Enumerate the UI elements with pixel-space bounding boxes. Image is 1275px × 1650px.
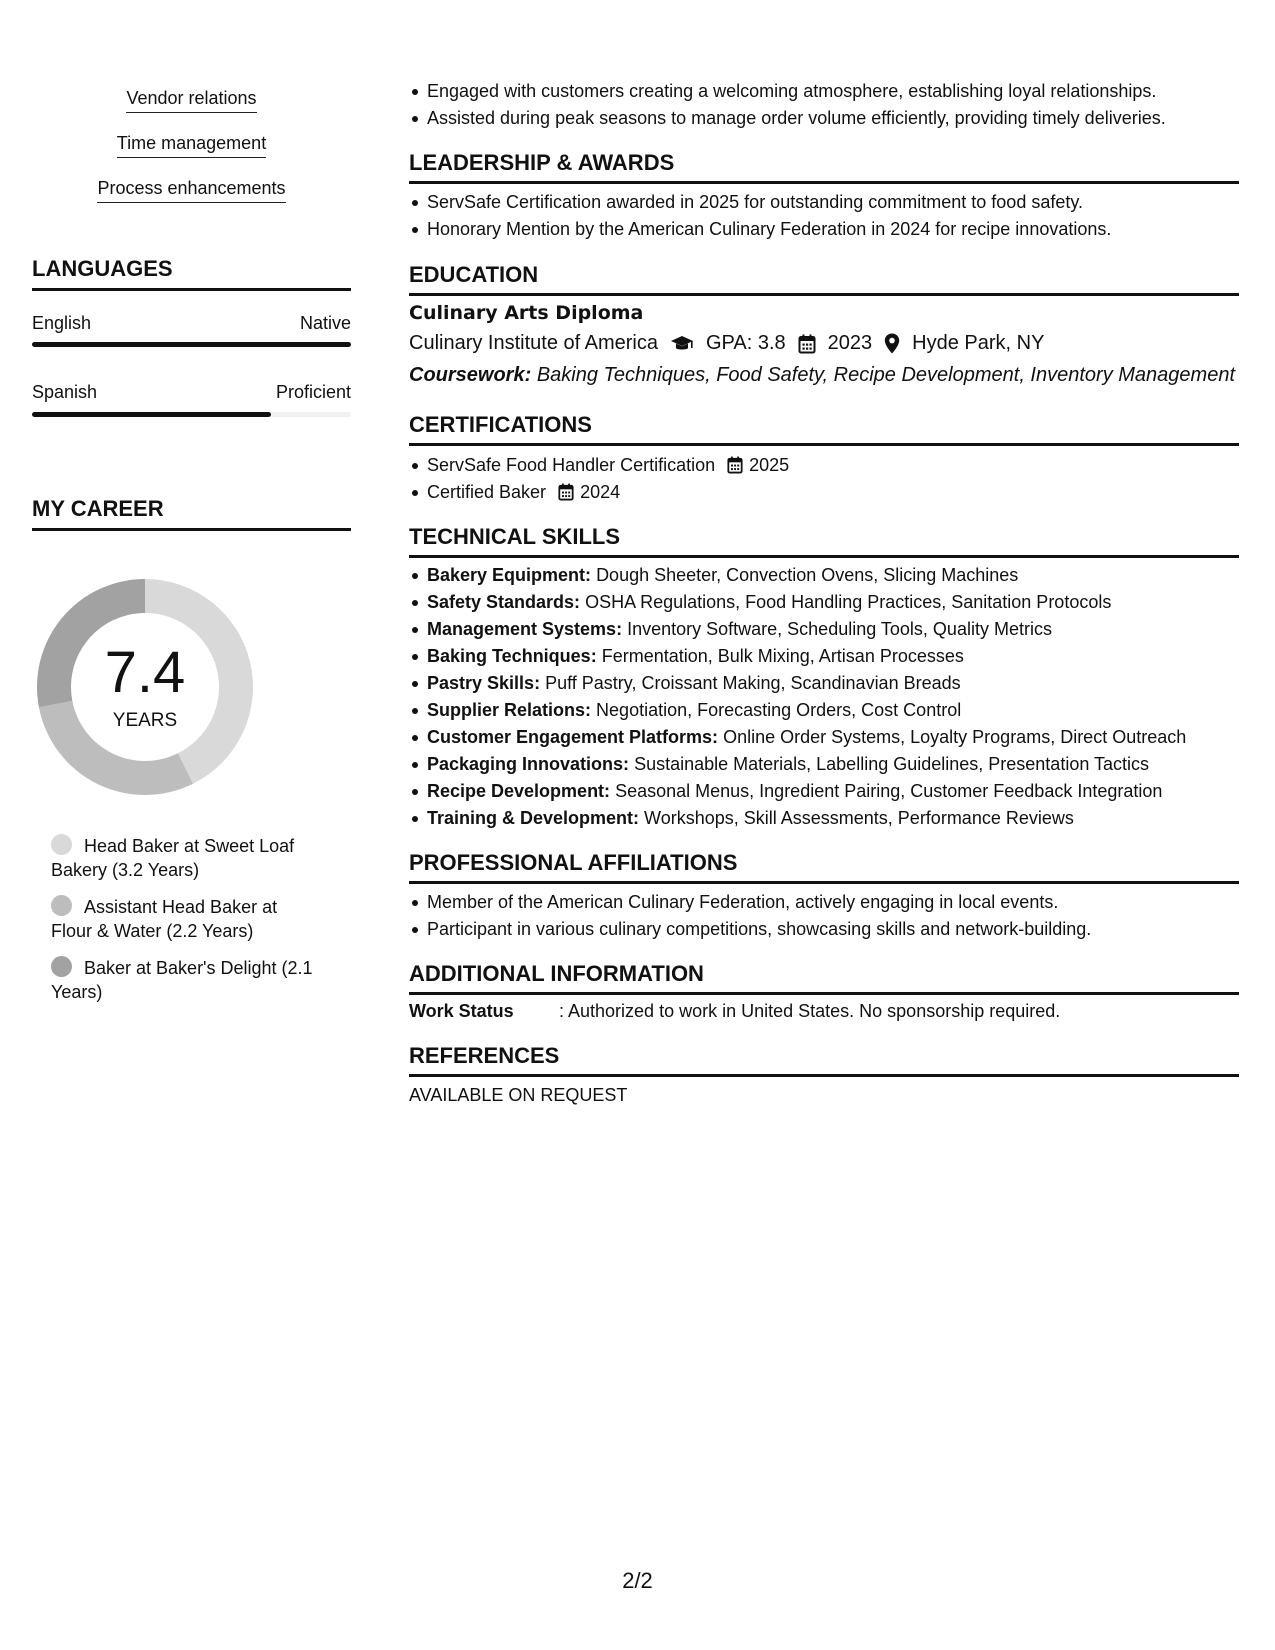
list-item: ServSafe Food Handler Certification 2025: [409, 452, 1239, 479]
education-details: [409, 332, 1044, 355]
skill-item: Vendor relations: [32, 88, 351, 113]
list-item: Pastry Skills: Puff Pastry, Croissant Making, Scandinavian Breads: [409, 670, 1239, 697]
languages-heading: LANGUAGES: [32, 256, 351, 291]
calendar-icon: [798, 334, 816, 354]
list-item: Safety Standards: OSHA Regulations, Food Handling Practices, Sanitation Protocols: [409, 589, 1239, 616]
graduation-year: 2023: [827, 332, 873, 354]
list-item: Certified Baker 2024: [409, 479, 1239, 506]
page-number: 2/2: [622, 1568, 653, 1593]
legend-dot: [51, 956, 72, 977]
experience-bullets: [409, 78, 1239, 132]
language-bar: [32, 412, 351, 417]
graduation-cap-icon: [670, 335, 694, 353]
list-item: Engaged with customers creating a welcoming atmosphere, establishing loyal relationships.: [409, 78, 1239, 105]
degree-title: Culinary Arts Diploma: [409, 302, 644, 324]
list-item: Member of the American Culinary Federation, actively engaging in local events.: [409, 889, 1239, 916]
legend-dot: [51, 834, 72, 855]
career-total-unit: YEARS: [112, 710, 178, 731]
coursework: Coursework: Baking Techniques, Food Safety, Recipe Development, Inventory Management: [409, 364, 1235, 386]
list-item: Supplier Relations: Negotiation, Forecasting Orders, Cost Control: [409, 697, 1239, 724]
technical-skills-heading: TECHNICAL SKILLS: [409, 524, 1239, 558]
work-status: Work Status : Authorized to work in United States. No sponsorship required.: [409, 1001, 1061, 1021]
technical-skills-list: [409, 562, 1239, 832]
school-location: Hyde Park, NY: [912, 332, 1045, 354]
school-name: Culinary Institute of America: [409, 332, 658, 354]
leadership-heading: LEADERSHIP & AWARDS: [409, 150, 1239, 184]
education-heading: EDUCATION: [409, 262, 1239, 296]
list-item: Packaging Innovations: Sustainable Materials, Labelling Guidelines, Presentation Tactics: [409, 751, 1239, 778]
career-legend-item: Head Baker at Sweet Loaf Bakery (3.2 Years): [51, 836, 295, 880]
language-bar-fill: [32, 342, 351, 347]
leadership-list: [409, 189, 1239, 243]
list-item: Management Systems: Inventory Software, Scheduling Tools, Quality Metrics: [409, 616, 1239, 643]
list-item: Participant in various culinary competitions, showcasing skills and network-building.: [409, 916, 1239, 943]
list-item: Honorary Mention by the American Culinary Federation in 2024 for recipe innovations.: [409, 216, 1239, 243]
affiliations-list: [409, 889, 1239, 943]
affiliations-heading: PROFESSIONAL AFFILIATIONS: [409, 850, 1239, 884]
language-level: Proficient: [275, 382, 351, 402]
list-item: ServSafe Certification awarded in 2025 for outstanding commitment to food safety.: [409, 189, 1239, 216]
career-legend-item: Baker at Baker's Delight (2.1 Years): [51, 958, 313, 1002]
language-name: Spanish: [32, 382, 98, 402]
list-item: Baking Techniques: Fermentation, Bulk Mixing, Artisan Processes: [409, 643, 1239, 670]
gpa: GPA: 3.8: [706, 332, 786, 354]
skill-item: Time management: [32, 133, 351, 158]
language-row: [32, 382, 351, 403]
language-name: English: [32, 313, 92, 333]
list-item: Recipe Development: Seasonal Menus, Ingredient Pairing, Customer Feedback Integration: [409, 778, 1239, 805]
list-item: Customer Engagement Platforms: Online Order Systems, Loyalty Programs, Direct Outreach: [409, 724, 1239, 751]
references-text: AVAILABLE ON REQUEST: [409, 1085, 628, 1105]
skill-item: Process enhancements: [32, 178, 351, 203]
list-item: Assisted during peak seasons to manage order volume efficiently, providing timely deliveries.: [409, 105, 1239, 132]
career-heading: MY CAREER: [32, 496, 351, 531]
career-legend-item: Assistant Head Baker at Flour & Water (2.2 Years): [51, 897, 278, 941]
language-level: Native: [299, 313, 351, 333]
language-bar: [32, 342, 351, 347]
certifications-list: [409, 452, 1239, 506]
calendar-icon: [727, 456, 743, 474]
references-heading: REFERENCES: [409, 1043, 1239, 1077]
list-item: Bakery Equipment: Dough Sheeter, Convection Ovens, Slicing Machines: [409, 562, 1239, 589]
certifications-heading: CERTIFICATIONS: [409, 412, 1239, 446]
additional-info-heading: ADDITIONAL INFORMATION: [409, 961, 1239, 995]
legend-dot: [51, 895, 72, 916]
language-bar-fill: [32, 412, 271, 417]
career-total-years: 7.4: [104, 640, 186, 705]
calendar-icon: [558, 483, 574, 501]
language-row: [32, 313, 351, 334]
list-item: Training & Development: Workshops, Skill Assessments, Performance Reviews: [409, 805, 1239, 832]
map-pin-icon: [884, 333, 900, 354]
